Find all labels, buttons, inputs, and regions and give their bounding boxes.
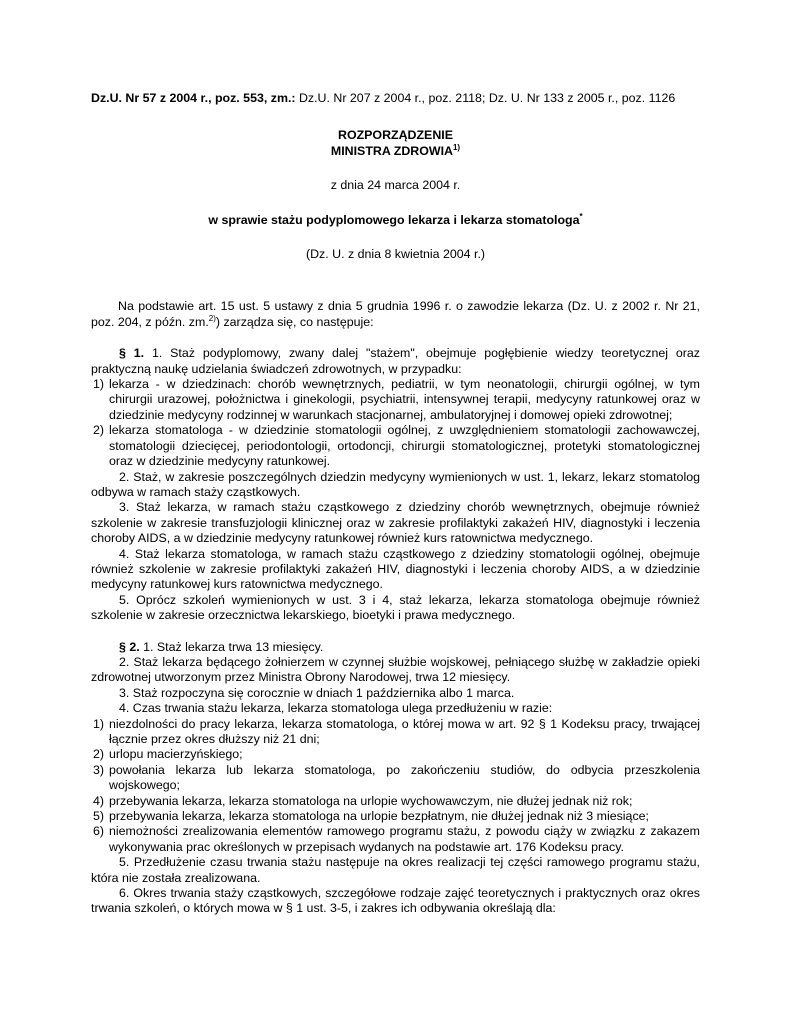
list-item-number: 6) (92, 824, 104, 839)
list-item-number: 3) (92, 762, 104, 777)
list-item (91, 809, 700, 824)
legal-basis-text-a: Na podstawie art. 15 ust. 5 ustawy z dnia 5 grudnia 1996 r. o zawodzie lekarza (Dz. U. z 2002 r. Nr 21, poz. 204, z późn. zm. (91, 299, 700, 329)
legal-basis-paragraph (91, 299, 700, 330)
section-2-paragraph-5: 5. Przedłużenie czasu trwania stażu następuje na okres realizacji tej części ramowego programu stażu, która nie została zrealizowana. (91, 855, 700, 885)
section-2-paragraph-6: 6. Okres trwania staży cząstkowych, szczegółowe rodzaje zajęć teoretycznych i praktycznych oraz okres trwania szkoleń, o których mowa w § 1 ust. 3-5, i zakres ich odbywania określają dla: (91, 886, 700, 916)
list-item-number: 1) (92, 377, 104, 392)
regulation-subject (91, 213, 700, 228)
section-1-paragraph-5: 5. Oprócz szkoleń wymienionych w ust. 3 i 4, staż lekarza, lekarza stomatologa obejmuje również szkolenie w zakresie orzecznictwa lekarskiego, bioetyki i prawa medycznego. (91, 592, 700, 623)
citation-main: Dz.U. Nr 57 z 2004 r., poz. 553, zm.: (91, 91, 296, 105)
title-line-1: ROZPORZĄDZENIE (338, 128, 453, 143)
section-1-paragraph-1 (91, 346, 700, 377)
issuer-name: MINISTRA ZDROWIA (330, 143, 453, 158)
citation-header (91, 91, 700, 106)
footnote-ref-2: 2) (208, 313, 216, 323)
section-2-paragraph-4: 4. Czas trwania stażu lekarza, lekarza stomatologa ulega przedłużeniu w razie: (119, 701, 553, 716)
list-item (91, 763, 700, 794)
list-item-text: przebywania lekarza, lekarza stomatologa na urlopie wychowawczym, nie dłużej jednak niż rok; (109, 793, 633, 808)
section-1-list (91, 377, 700, 469)
section-2-paragraph-1 (91, 640, 700, 655)
section-1-paragraph-4: 4. Staż lekarza stomatologa, w ramach stażu cząstkowego z dziedziny stomatologii ogólnej, obejmuje również szkolenie w zakresie profilaktyki zakażeń HIV, diagnostyki i leczenia choroby AIDS, a w dziedzinie medycyny ratunkowej kurs ratownictwa medycznego. (91, 546, 700, 592)
list-item-text: niezdolności do pracy lekarza, lekarza stomatologa, o której mowa w art. 92 § 1 Kodeksu pracy, trwającej łącznie przez okres dłuższy niż 21 dni; (109, 716, 700, 746)
section-1-paragraph-3: 3. Staż lekarza, w ramach stażu cząstkowego z dziedziny chorób wewnętrznych, obejmuje również szkolenie w zakresie transfuzjologii klinicznej oraz w zakresie profilaktyki zakażeń HIV, diagnostyki i leczenia choroby AIDS, a w dziedzinie medycyny ratunkowej również kurs ratownictwa medycznego. (91, 500, 700, 546)
list-item (91, 794, 700, 809)
list-item-number: 2) (92, 423, 104, 438)
list-item-number: 5) (92, 809, 104, 824)
publication-info: (Dz. U. z dnia 8 kwietnia 2004 r.) (305, 247, 486, 262)
footnote-ref-star: * (579, 211, 583, 221)
list-item-text: urlopu macierzyńskiego; (109, 747, 243, 762)
subject-text: w sprawie stażu podyplomowego lekarza i lekarza stomatologa (208, 212, 580, 227)
list-item (91, 824, 700, 855)
footnote-ref-1: 1) (452, 142, 461, 152)
title-line-2 (91, 144, 700, 159)
list-item (91, 423, 700, 469)
list-item (91, 377, 700, 423)
section-2-p1-text: 1. Staż lekarza trwa 13 miesięcy. (139, 639, 324, 654)
regulation-title (91, 128, 700, 159)
regulation-date: z dnia 24 marca 2004 r. (330, 178, 461, 193)
document-body (91, 91, 700, 917)
list-item-text: lekarza stomatologa - w dziedzinie stomatologii ogólnej, z uwzględnieniem stomatologii zachowawczej, stomatologii dziecięcej, periodontologii, ortodoncji, chirurgii stomatologicznej, protetyki stomatologicznej oraz w dziedzinie medycyny ratunkowej. (109, 423, 700, 469)
list-item-number: 1) (92, 716, 104, 731)
section-2-paragraph-2: 2. Staż lekarza będącego żołnierzem w czynnej służbie wojskowej, pełniącego służbę w zakładzie opieki zdrowotnej utworzonym przez Ministra Obrony Narodowej, trwa 12 miesięcy. (91, 654, 700, 685)
list-item-number: 2) (92, 747, 104, 762)
section-2 (91, 640, 700, 917)
section-1 (91, 346, 700, 623)
section-2-paragraph-3: 3. Staż rozpoczyna się corocznie w dniach 1 października albo 1 marca. (119, 685, 515, 700)
list-item-text: powołania lekarza lub lekarza stomatologa, po zakończeniu studiów, do odbycia przeszkolenia wojskowego; (109, 762, 700, 793)
list-item (91, 717, 700, 748)
section-2-label: § 2. (119, 639, 140, 654)
list-item (91, 747, 700, 762)
legal-basis-text-b: ) zarządza się, co następuje: (215, 314, 374, 329)
section-2-list (91, 717, 700, 856)
section-1-p1-text: 1. Staż podyplomowy, zwany dalej "stażem", obejmuje pogłębienie wiedzy teoretycznej oraz praktyczną naukę udzielania świadczeń zdrowotnych, w przypadku: (91, 346, 700, 376)
section-1-paragraph-2: 2. Staż, w zakresie poszczególnych dziedzin medycyny wymienionych w ust. 1, lekarz, lekarz stomatolog odbywa w ramach staży cząstkowych. (91, 469, 700, 499)
list-item-text: niemożności zrealizowania elementów ramowego programu stażu, z powodu ciąży w związku z zakazem wykonywania prac określonych w przepisach wydanych na podstawie art. 176 Kodeksu pracy. (109, 824, 700, 854)
list-item-text: lekarza - w dziedzinach: chorób wewnętrznych, pediatrii, w tym neonatologii, chirurgii ogólnej, w tym chirurgii urazowej, położnictwa i ginekologii, psychiatrii, intensywnej terapii, medycyny ratunkowej oraz w dziedzinie medycyny rodzinnej w warunkach stacjonarnej, ambulatoryjnej i domowej opieki zdrowotnej; (109, 377, 700, 422)
citation-amendments: Dz.U. Nr 207 z 2004 r., poz. 2118; Dz. U. Nr 133 z 2005 r., poz. 1126 (295, 91, 676, 105)
list-item-number: 4) (92, 793, 104, 808)
section-1-label: § 1. (119, 346, 145, 361)
list-item-text: przebywania lekarza, lekarza stomatologa na urlopie bezpłatnym, nie dłużej jednak niż 3 miesiące; (109, 809, 649, 824)
